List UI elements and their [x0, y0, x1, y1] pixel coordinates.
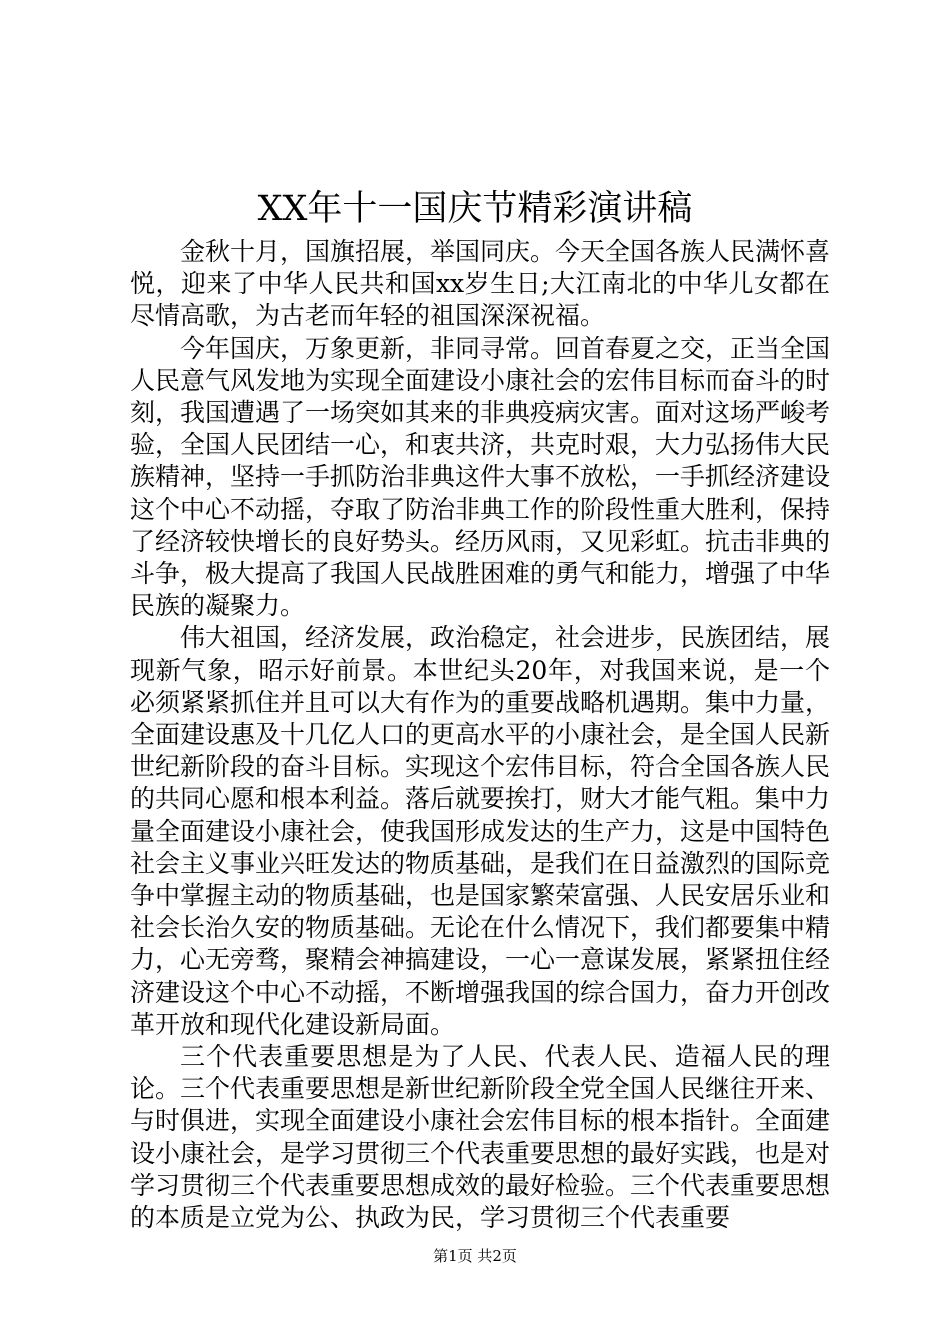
document-title: XX年十一国庆节精彩演讲稿	[257, 189, 693, 229]
body-paragraph-1: 金秋十月，国旗招展，举国同庆。今天全国各族人民满怀喜悦，迎来了中华人民共和国xx岁生日;大江南北的中华儿女都在尽情高歌，为古老而年轻的祖国深深祝福。	[130, 237, 831, 331]
body-paragraph-2: 今年国庆，万象更新，非同寻常。回首春夏之交，正当全国人民意气风发地为实现全面建设小康社会的宏伟目标而奋斗的时刻，我国遭遇了一场突如其来的非典疫病灾害。面对这场严峻考验，全国人民团结一心，和衷共济，共克时艰，大力弘扬伟大民族精神，坚持一手抓防治非典这件大事不放松，一手抓经济建设这个中心不动摇，夺取了防治非典工作的阶段性重大胜利，保持了经济较快增长的良好势头。经历风雨，又见彩虹。抗击非典的斗争，极大提高了我国人民战胜困难的勇气和能力，增强了中华民族的凝聚力。	[130, 333, 831, 621]
body-paragraph-3: 伟大祖国，经济发展，政治稳定，社会进步，民族团结，展现新气象，昭示好前景。本世纪头20年，对我国来说，是一个必须紧紧抓住并且可以大有作为的重要战略机遇期。集中力量，全面建设惠及十几亿人口的更高水平的小康社会，是全国人民新世纪新阶段的奋斗目标。实现这个宏伟目标，符合全国各族人民的共同心愿和根本利益。落后就要挨打，财大才能气粗。集中力量全面建设小康社会，使我国形成发达的生产力，这是中国特色社会主义事业兴旺发达的物质基础，是我们在日益激烈的国际竞争中掌握主动的物质基础，也是国家繁荣富强、人民安居乐业和社会长治久安的物质基础。无论在什么情况下，我们都要集中精力，心无旁骛，聚精会神搞建设，一心一意谋发展，紧紧扭住经济建设这个中心不动摇，不断增强我国的综合国力，奋力开创改革开放和现代化建设新局面。	[130, 623, 831, 1039]
page-number-footer: 第1页 共2页	[433, 1247, 517, 1265]
body-paragraph-4: 三个代表重要思想是为了人民、代表人民、造福人民的理论。三个代表重要思想是新世纪新阶段全党全国人民继往开来、与时俱进，实现全面建设小康社会宏伟目标的根本指针。全面建设小康社会，是学习贯彻三个代表重要思想的最好实践，也是对学习贯彻三个代表重要思想成效的最好检验。三个代表重要思想的本质是立党为公、执政为民，学习贯彻三个代表重要	[130, 1042, 831, 1233]
document-body	[130, 236, 830, 1234]
